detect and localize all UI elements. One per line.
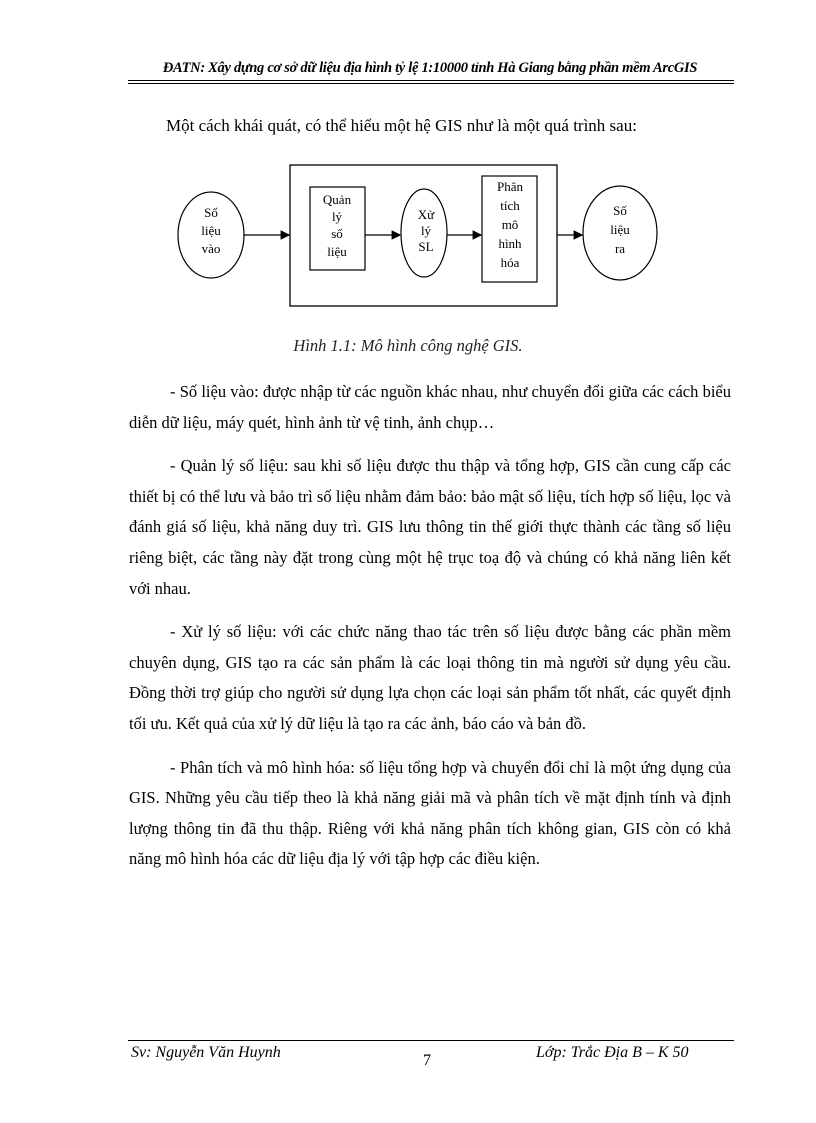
document-header: ĐATN: Xây dựng cơ sở dữ liệu địa hình tỷ lệ 1:10000 tỉnh Hà Giang bằng phần mềm ArcGIS	[162, 60, 698, 76]
output-data-line-2: liệu	[610, 222, 630, 237]
input-data-line-1: Số	[204, 205, 218, 220]
body-text	[129, 377, 731, 888]
data-processing-line-3: SL	[418, 239, 434, 254]
analysis-modeling-line-3: mô	[501, 217, 519, 232]
paragraph-analysis-modeling: - Phân tích và mô hình hóa: số liệu tổng hợp và chuyển đổi chỉ là một ứng dụng của GIS. Những yêu cầu tiếp theo là khả năng giải mã và phân tích về mặt định tính và định lượng thông tin đã thu thập. Riêng với khả năng phân tích không gian, GIS còn có khả năng mô hình hóa các dữ liệu địa lý với tập hợp các điều kiện.	[129, 757, 731, 869]
analysis-modeling-line-4: hình	[498, 236, 522, 251]
figure-caption: Hình 1.1: Mô hình công nghệ GIS.	[293, 336, 523, 355]
header-rule	[128, 80, 734, 81]
footer-student: Sv: Nguyễn Văn Huynh	[131, 1044, 281, 1061]
data-processing-line-1: Xử	[417, 207, 435, 222]
gis-process-diagram	[170, 160, 690, 310]
input-data-line-2: liệu	[201, 223, 221, 238]
output-data-line-1: Số	[613, 203, 627, 218]
data-management-line-2: lý	[331, 209, 343, 224]
intro-sentence: Một cách khái quát, có thể hiểu một hệ GIS như là một quá trình sau:	[166, 116, 637, 135]
data-processing-line-2: lý	[420, 223, 432, 238]
footer-rule	[128, 1040, 734, 1041]
input-data-line-3: vào	[201, 241, 221, 256]
paragraph-input-data: - Số liệu vào: được nhập từ các nguồn khác nhau, như chuyển đổi giữa các cách biểu diễn dữ liệu, máy quét, hình ảnh từ vệ tinh, ảnh chụp…	[129, 382, 731, 432]
page-number: 7	[423, 1052, 431, 1069]
header-rule-double	[128, 83, 734, 84]
footer-class: Lớp: Trắc Địa B – K 50	[536, 1044, 689, 1061]
data-management-line-1: Quản	[322, 192, 352, 207]
analysis-modeling-line-1: Phân	[497, 179, 523, 194]
analysis-modeling-line-5: hóa	[500, 255, 520, 270]
data-management-line-4: liệu	[327, 244, 347, 259]
analysis-modeling-line-2: tích	[500, 198, 520, 213]
paragraph-data-management: - Quản lý số liệu: sau khi số liệu được thu thập và tổng hợp, GIS cần cung cấp các thiết bị có thể lưu và bảo trì số liệu nhằm đảm bảo: bảo mật số liệu, tích hợp số liệu, lọc và đánh giá số liệu, khả năng duy trì. GIS lưu thông tin thế giới thực thành các tầng số liệu riêng biệt, các tầng này đặt trong cùng một hệ trục toạ độ và chúng có khả năng liên kết với nhau.	[129, 456, 731, 598]
data-management-line-3: số	[331, 226, 343, 241]
output-data-line-3: ra	[614, 241, 626, 256]
paragraph-data-processing: - Xử lý số liệu: với các chức năng thao tác trên số liệu được bằng các phần mềm chuyên dụng, GIS tạo ra các sản phẩm là các loại thông tin mà người sử dụng yêu cầu. Đồng thời trợ giúp cho người sử dụng lựa chọn các loại sản phẩm tốt nhất, các quyết định tối ưu. Kết quả của xử lý dữ liệu là tạo ra các ảnh, báo cáo và bản đồ.	[129, 622, 731, 733]
